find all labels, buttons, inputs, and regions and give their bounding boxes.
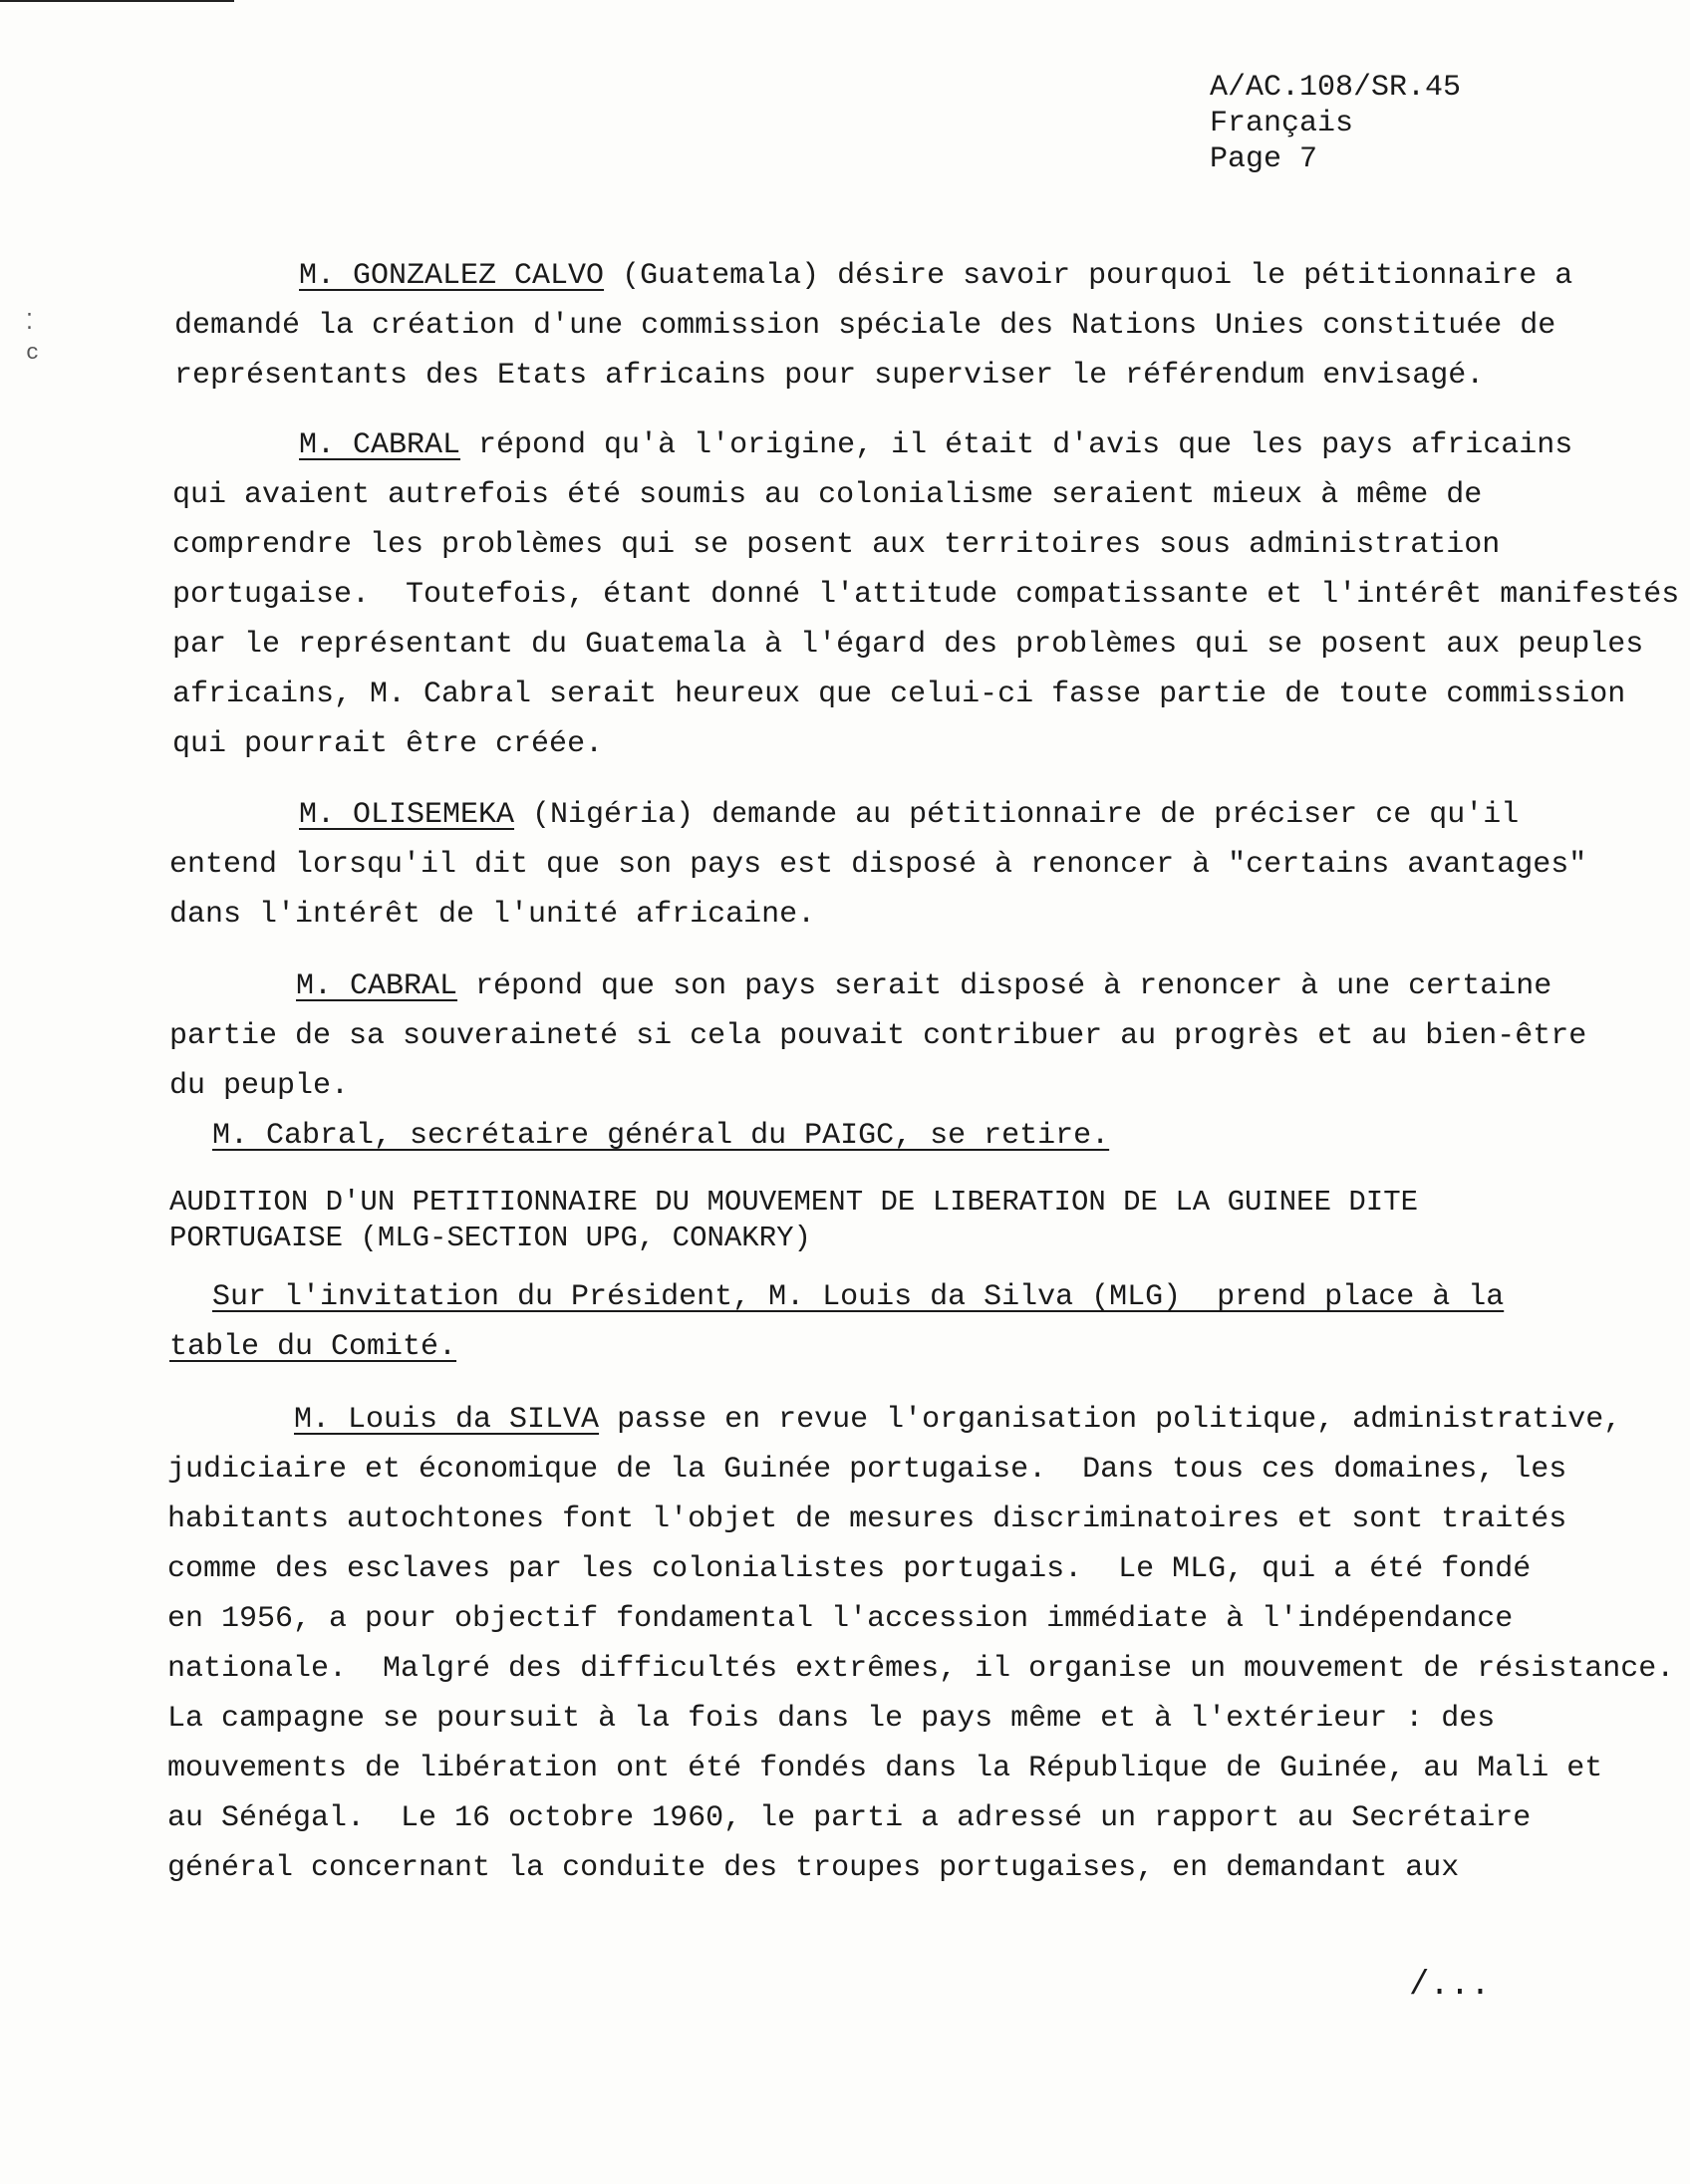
speaker-name: M. CABRAL	[299, 428, 461, 462]
margin-mark: ⁚	[26, 311, 33, 336]
paragraph-2-line: portugaise. Toutefois, étant donné l'attitude compatissante et l'intérêt manifestés	[172, 578, 1680, 612]
speaker-name: M. Louis da SILVA	[294, 1403, 600, 1437]
paragraph-5-line: au Sénégal. Le 16 octobre 1960, le parti a adressé un rapport au Secrétaire	[167, 1801, 1532, 1835]
paragraph-5-line: nationale. Malgré des difficultés extrêmes, il organise un mouvement de résistance.	[167, 1652, 1675, 1686]
paragraph-3-line: M. OLISEMEKA (Nigéria) demande au pétitionnaire de préciser ce qu'il	[299, 798, 1520, 832]
document-symbol: A/AC.108/SR.45	[1210, 71, 1462, 105]
document-header	[1210, 70, 1461, 177]
paragraph-1-line: représentants des Etats africains pour superviser le référendum envisagé.	[174, 359, 1485, 393]
procedural-note: Sur l'invitation du Président, M. Louis da Silva (MLG) prend place à la	[212, 1280, 1505, 1314]
paragraph-5-line: La campagne se poursuit à la fois dans le pays même et à l'extérieur : des	[167, 1702, 1496, 1736]
paragraph-2-line: par le représentant du Guatemala à l'égard des problèmes qui se posent aux peuples	[172, 628, 1644, 662]
procedural-note: M. Cabral, secrétaire général du PAIGC, se retire.	[212, 1119, 1110, 1153]
speaker-name: M. CABRAL	[296, 969, 458, 1003]
paragraph-2-line: qui pourrait être créée.	[172, 727, 604, 761]
scan-edge-line	[0, 0, 234, 2]
paragraph-3-line: entend lorsqu'il dit que son pays est disposé à renoncer à "certains avantages"	[169, 848, 1587, 882]
paragraph-2-line: qui avaient autrefois été soumis au colonialisme seraient mieux à même de	[172, 478, 1483, 512]
page-number: Page 7	[1210, 142, 1318, 176]
document-language: Français	[1210, 107, 1354, 140]
paragraph-2-line: M. CABRAL répond qu'à l'origine, il était d'avis que les pays africains	[299, 428, 1573, 462]
section-heading-line: PORTUGAISE (MLG-SECTION UPG, CONAKRY)	[169, 1222, 811, 1254]
paragraph-4-line: du peuple.	[169, 1069, 350, 1103]
paragraph-4-line: M. CABRAL répond que son pays serait disposé à renoncer à une certaine	[296, 969, 1552, 1003]
paragraph-5-line: M. Louis da SILVA passe en revue l'organisation politique, administrative,	[294, 1403, 1622, 1437]
paragraph-5-line: judiciaire et économique de la Guinée portugaise. Dans tous ces domaines, les	[167, 1453, 1567, 1487]
speaker-name: M. OLISEMEKA	[299, 798, 515, 832]
paragraph-4-line: partie de sa souveraineté si cela pouvait contribuer au progrès et au bien-être	[169, 1019, 1587, 1053]
paragraph-1-line: M. GONZALEZ CALVO (Guatemala) désire savoir pourquoi le pétitionnaire a	[299, 259, 1573, 293]
paragraph-2-line: comprendre les problèmes qui se posent aux territoires sous administration	[172, 528, 1501, 562]
margin-mark: c	[26, 341, 40, 366]
paragraph-1-line: demandé la création d'une commission spéciale des Nations Unies constituée de	[174, 309, 1556, 343]
paragraph-5-line: en 1956, a pour objectif fondamental l'accession immédiate à l'indépendance	[167, 1602, 1514, 1636]
procedural-note: table du Comité.	[169, 1330, 457, 1364]
paragraph-5-line: mouvements de libération ont été fondés dans la République de Guinée, au Mali et	[167, 1752, 1603, 1785]
paragraph-2-line: africains, M. Cabral serait heureux que celui-ci fasse partie de toute commission	[172, 678, 1626, 711]
section-heading-line: AUDITION D'UN PETITIONNAIRE DU MOUVEMENT DE LIBERATION DE LA GUINEE DITE	[169, 1186, 1419, 1219]
paragraph-5-line: habitants autochtones font l'objet de mesures discriminatoires et sont traités	[167, 1502, 1567, 1536]
speaker-name: M. GONZALEZ CALVO	[299, 259, 605, 293]
paragraph-5-line: comme des esclaves par les colonialistes portugais. Le MLG, qui a été fondé	[167, 1552, 1532, 1586]
continuation-marker: /...	[1409, 1967, 1491, 2005]
paragraph-5-line: général concernant la conduite des troupes portugaises, en demandant aux	[167, 1851, 1460, 1885]
paragraph-3-line: dans l'intérêt de l'unité africaine.	[169, 898, 816, 932]
